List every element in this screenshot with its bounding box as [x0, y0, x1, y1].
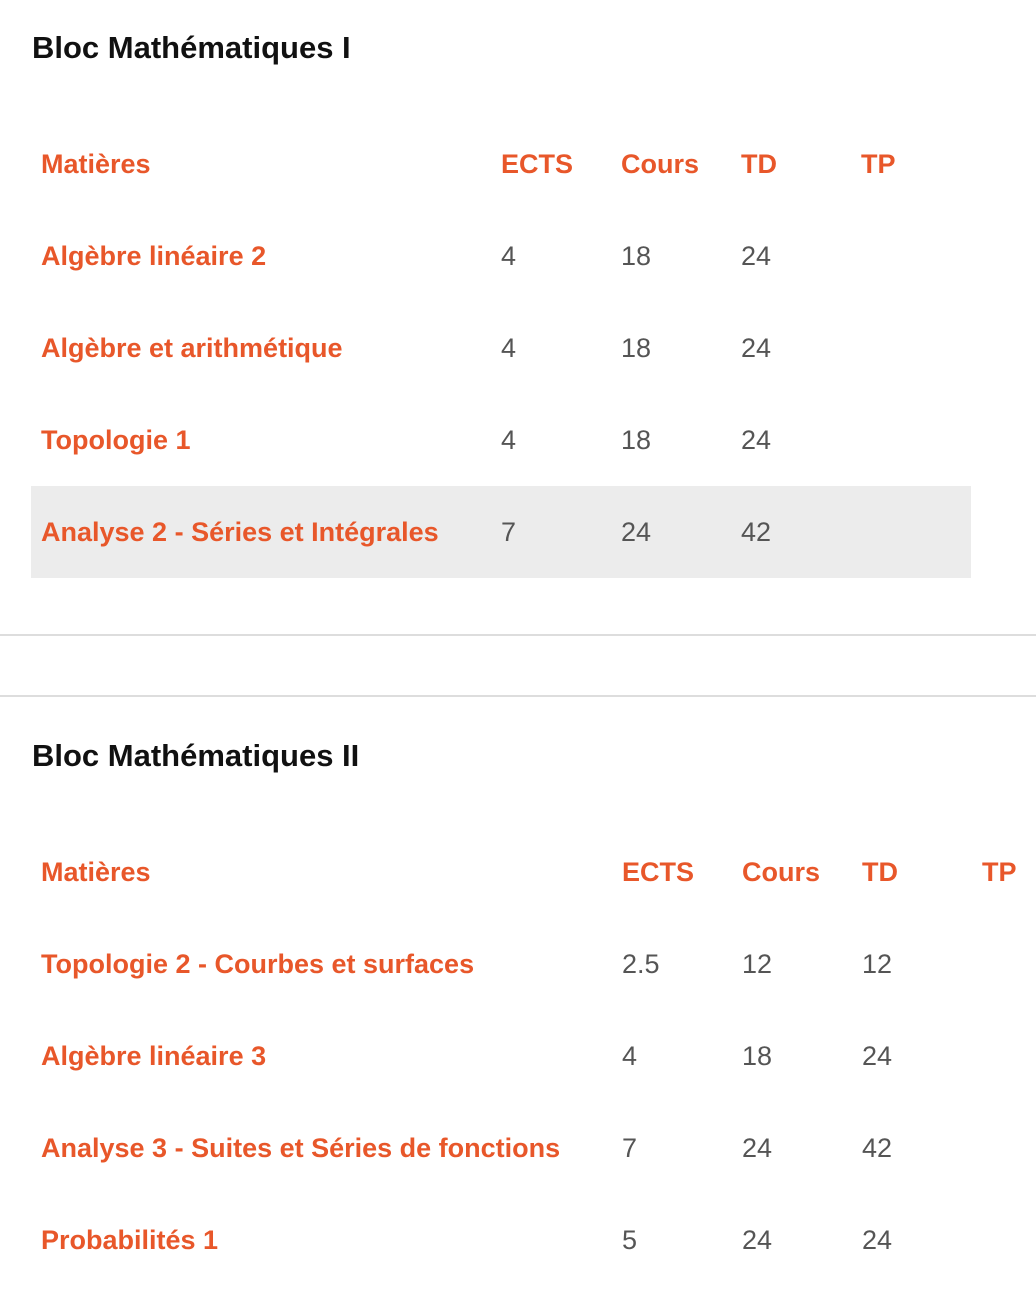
block-title: Bloc Mathématiques II [32, 738, 360, 773]
course-table [31, 118, 971, 578]
section-divider [0, 695, 1036, 697]
table-header-row [31, 826, 1036, 918]
column-header-matieres: Matières [41, 857, 151, 887]
course-link[interactable]: Algèbre linéaire 2 [41, 241, 267, 271]
course-link[interactable]: Topologie 1 [41, 425, 191, 455]
table-row[interactable] [31, 1194, 1036, 1286]
course-link[interactable]: Analyse 2 - Séries et Intégrales [41, 517, 439, 547]
td-value: 24 [862, 1225, 893, 1255]
ects-value: 2.5 [622, 949, 660, 979]
table-header-row [31, 118, 971, 210]
ects-value: 7 [622, 1133, 638, 1163]
td-value: 24 [741, 241, 772, 271]
td-value: 42 [741, 517, 772, 547]
ects-value: 4 [622, 1041, 638, 1071]
table-row[interactable] [31, 302, 971, 394]
cours-value: 18 [621, 241, 652, 271]
table-row[interactable] [31, 1010, 1036, 1102]
table-row[interactable] [31, 918, 1036, 1010]
column-header-td: TD [741, 149, 777, 179]
td-value: 42 [862, 1133, 893, 1163]
course-link[interactable]: Topologie 2 - Courbes et surfaces [41, 949, 475, 979]
td-value: 12 [862, 949, 893, 979]
table-row[interactable] [31, 210, 971, 302]
cours-value: 18 [621, 425, 652, 455]
course-link[interactable]: Probabilités 1 [41, 1225, 219, 1255]
column-header-matieres: Matières [41, 149, 151, 179]
td-value: 24 [741, 333, 772, 363]
td-value: 24 [862, 1041, 893, 1071]
course-link[interactable]: Algèbre linéaire 3 [41, 1041, 267, 1071]
ects-value: 5 [622, 1225, 638, 1255]
cours-value: 24 [742, 1225, 773, 1255]
cours-value: 12 [742, 949, 773, 979]
cours-value: 24 [621, 517, 652, 547]
column-header-cours: Cours [621, 149, 700, 179]
column-header-tp: TP [982, 857, 1017, 887]
column-header-ects: ECTS [501, 149, 574, 179]
course-table [31, 826, 1036, 1286]
td-value: 24 [741, 425, 772, 455]
ects-value: 4 [501, 241, 517, 271]
cours-value: 18 [621, 333, 652, 363]
cours-value: 18 [742, 1041, 773, 1071]
table-row-hovered[interactable] [31, 486, 971, 578]
cours-value: 24 [742, 1133, 773, 1163]
column-header-tp: TP [861, 149, 896, 179]
column-header-ects: ECTS [622, 857, 695, 887]
section-divider [0, 634, 1036, 636]
ects-value: 4 [501, 333, 517, 363]
course-link[interactable]: Analyse 3 - Suites et Séries de fonctions [41, 1133, 561, 1163]
table-row[interactable] [31, 1102, 1036, 1194]
table-row[interactable] [31, 394, 971, 486]
column-header-cours: Cours [742, 857, 821, 887]
course-link[interactable]: Algèbre et arithmétique [41, 333, 343, 363]
column-header-td: TD [862, 857, 898, 887]
ects-value: 7 [501, 517, 517, 547]
block-title: Bloc Mathématiques I [32, 30, 351, 65]
ects-value: 4 [501, 425, 517, 455]
